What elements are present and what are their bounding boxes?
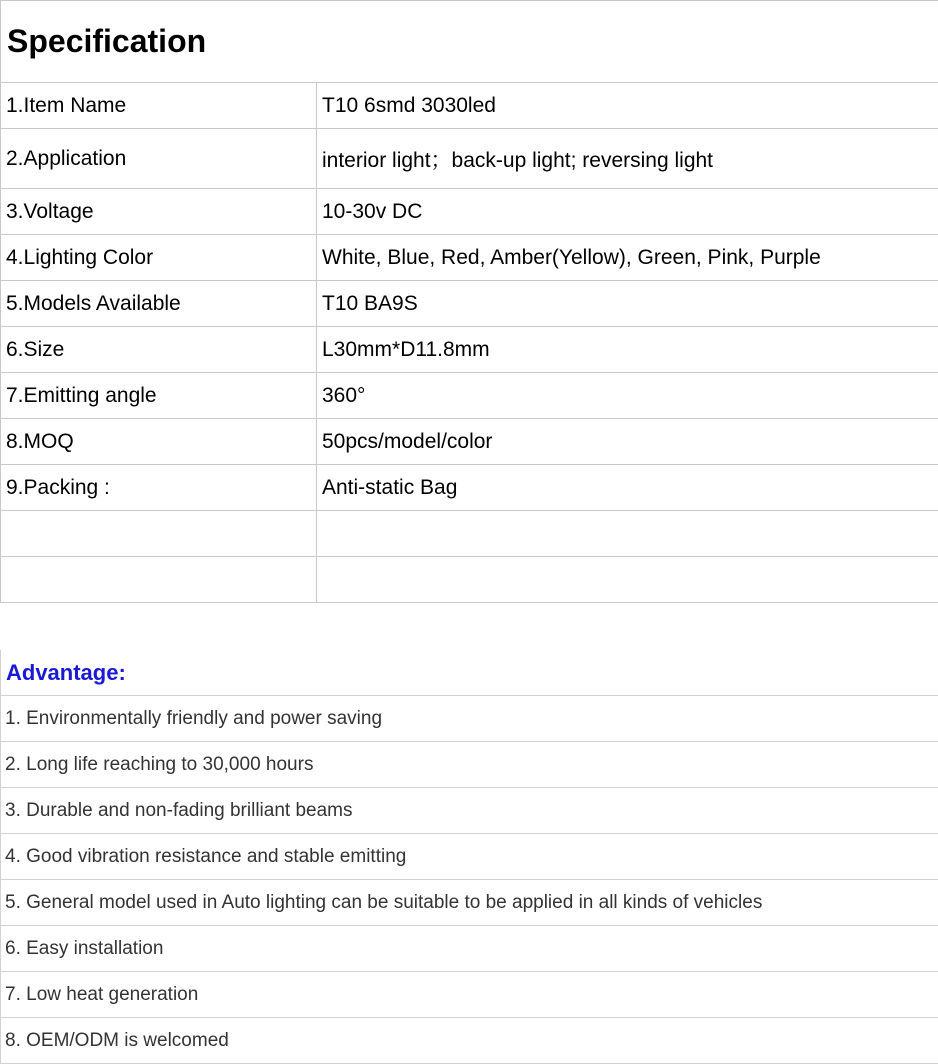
- advantage-table: [0, 650, 938, 1064]
- spec-value: L30mm*D11.8mm: [317, 327, 938, 373]
- spec-value: T10 6smd 3030led: [317, 83, 938, 129]
- spec-label: 5.Models Available: [1, 281, 317, 327]
- spec-label: 2.Application: [1, 129, 317, 189]
- spec-row: [1, 327, 938, 373]
- specification-header-row: [1, 1, 938, 83]
- spec-row-empty: [1, 557, 938, 603]
- spec-row: [1, 373, 938, 419]
- advantage-item: 2. Long life reaching to 30,000 hours: [1, 742, 938, 788]
- advantage-row: [1, 788, 938, 834]
- advantage-row: [1, 742, 938, 788]
- advantage-item: 4. Good vibration resistance and stable emitting: [1, 834, 938, 880]
- spec-label: [1, 511, 317, 557]
- advantage-item: 3. Durable and non-fading brilliant beams: [1, 788, 938, 834]
- spec-label: 9.Packing :: [1, 465, 317, 511]
- spec-label: 4.Lighting Color: [1, 235, 317, 281]
- advantage-row: [1, 696, 938, 742]
- spec-label: 8.MOQ: [1, 419, 317, 465]
- advantage-item: 1. Environmentally friendly and power saving: [1, 696, 938, 742]
- advantage-row: [1, 834, 938, 880]
- spec-label: [1, 557, 317, 603]
- spec-value: 10-30v DC: [317, 189, 938, 235]
- spec-value: [317, 557, 938, 603]
- spec-value: 360°: [317, 373, 938, 419]
- advantage-item: 8. OEM/ODM is welcomed: [1, 1018, 938, 1064]
- advantage-title: Advantage:: [1, 650, 938, 696]
- spec-label: 1.Item Name: [1, 83, 317, 129]
- spec-row: [1, 129, 938, 189]
- spec-value: interior light；back-up light; reversing light: [317, 129, 938, 189]
- spec-row: [1, 83, 938, 129]
- spec-value: T10 BA9S: [317, 281, 938, 327]
- spec-value: Anti-static Bag: [317, 465, 938, 511]
- advantage-row: [1, 880, 938, 926]
- spec-row: [1, 419, 938, 465]
- spec-row: [1, 189, 938, 235]
- advantage-header-row: [1, 650, 938, 696]
- advantage-item: 5. General model used in Auto lighting can be suitable to be applied in all kinds of vehicles: [1, 880, 938, 926]
- advantage-row: [1, 926, 938, 972]
- advantage-item: 6. Easy installation: [1, 926, 938, 972]
- spec-label: 7.Emitting angle: [1, 373, 317, 419]
- advantage-row: [1, 972, 938, 1018]
- spec-label: 3.Voltage: [1, 189, 317, 235]
- advantage-row: [1, 1018, 938, 1064]
- spec-value: 50pcs/model/color: [317, 419, 938, 465]
- spec-label: 6.Size: [1, 327, 317, 373]
- specification-title: Specification: [1, 1, 938, 83]
- spec-row: [1, 235, 938, 281]
- spec-value: White, Blue, Red, Amber(Yellow), Green, Pink, Purple: [317, 235, 938, 281]
- spec-row: [1, 281, 938, 327]
- spec-row: [1, 465, 938, 511]
- advantage-item: 7. Low heat generation: [1, 972, 938, 1018]
- spec-value: [317, 511, 938, 557]
- spec-row-empty: [1, 511, 938, 557]
